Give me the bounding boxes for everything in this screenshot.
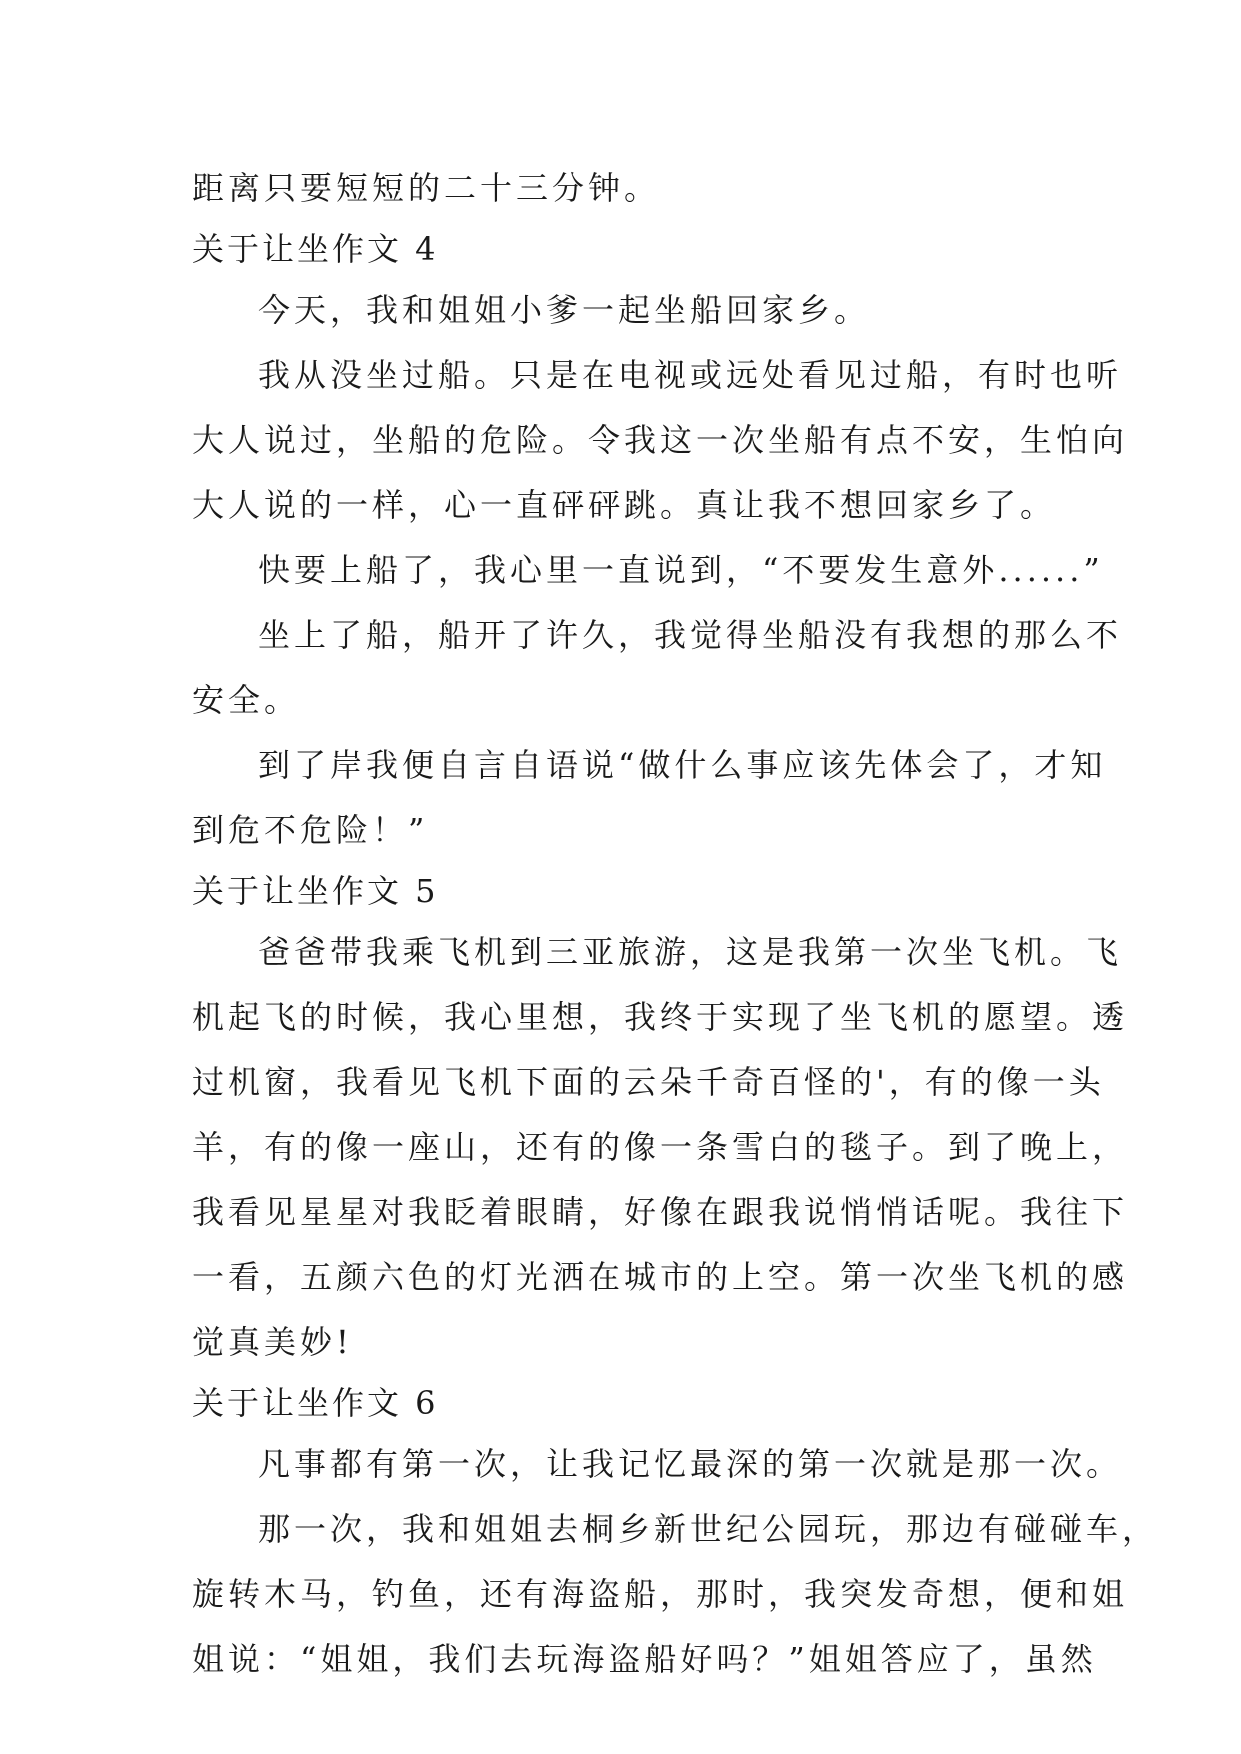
text-line: 安全。 — [192, 681, 301, 719]
text-line: 觉真美妙! — [192, 1323, 353, 1361]
text-line: 大人说过，坐船的危险。令我这一次坐船有点不安，生怕向 — [192, 421, 1129, 459]
text-line: 旋转木马，钓鱼，还有海盗船，那时，我突发奇想，便和姐 — [192, 1575, 1129, 1613]
paragraph-line: 到了岸我便自言自语说“做什么事应该先体会了，才知 — [258, 746, 1107, 784]
paragraph-line: 我从没坐过船。只是在电视或远处看见过船，有时也听 — [258, 356, 1123, 394]
section-heading: 关于让坐作文 4 — [192, 230, 439, 268]
paragraph-line: 那一次，我和姐姐去桐乡新世纪公园玩，那边有碰碰车， — [258, 1510, 1159, 1548]
text-line: 机起飞的时候，我心里想，我终于实现了坐飞机的愿望。透 — [192, 998, 1129, 1036]
text-line: 距离只要短短的二十三分钟。 — [192, 169, 661, 207]
section-heading: 关于让坐作文 6 — [192, 1384, 439, 1422]
text-line: 到危不危险！” — [192, 811, 429, 849]
text-line: 大人说的一样，心一直砰砰跳。真让我不想回家乡了。 — [192, 486, 1057, 524]
paragraph-line: 今天，我和姐姐小爹一起坐船回家乡。 — [258, 291, 871, 329]
section-heading: 关于让坐作文 5 — [192, 872, 439, 910]
paragraph-line: 坐上了船，船开了许久，我觉得坐船没有我想的那么不 — [258, 616, 1123, 654]
text-line: 一看，五颜六色的灯光洒在城市的上空。第一次坐飞机的感 — [192, 1258, 1129, 1296]
text-line: 姐说：“姐姐，我们去玩海盗船好吗？”姐姐答应了，虽然 — [192, 1640, 1097, 1678]
paragraph-line: 爸爸带我乘飞机到三亚旅游，这是我第一次坐飞机。飞 — [258, 933, 1123, 971]
paragraph-line: 凡事都有第一次，让我记忆最深的第一次就是那一次。 — [258, 1445, 1123, 1483]
text-line: 过机窗，我看见飞机下面的云朵千奇百怪的'，有的像一头 — [192, 1063, 1105, 1101]
text-line: 羊，有的像一座山，还有的像一条雪白的毯子。到了晚上， — [192, 1128, 1129, 1166]
paragraph-line: 快要上船了，我心里一直说到，“不要发生意外......” — [258, 551, 1104, 589]
document-page — [192, 156, 1159, 1692]
text-line: 我看见星星对我眨着眼睛，好像在跟我说悄悄话呢。我往下 — [192, 1193, 1129, 1231]
